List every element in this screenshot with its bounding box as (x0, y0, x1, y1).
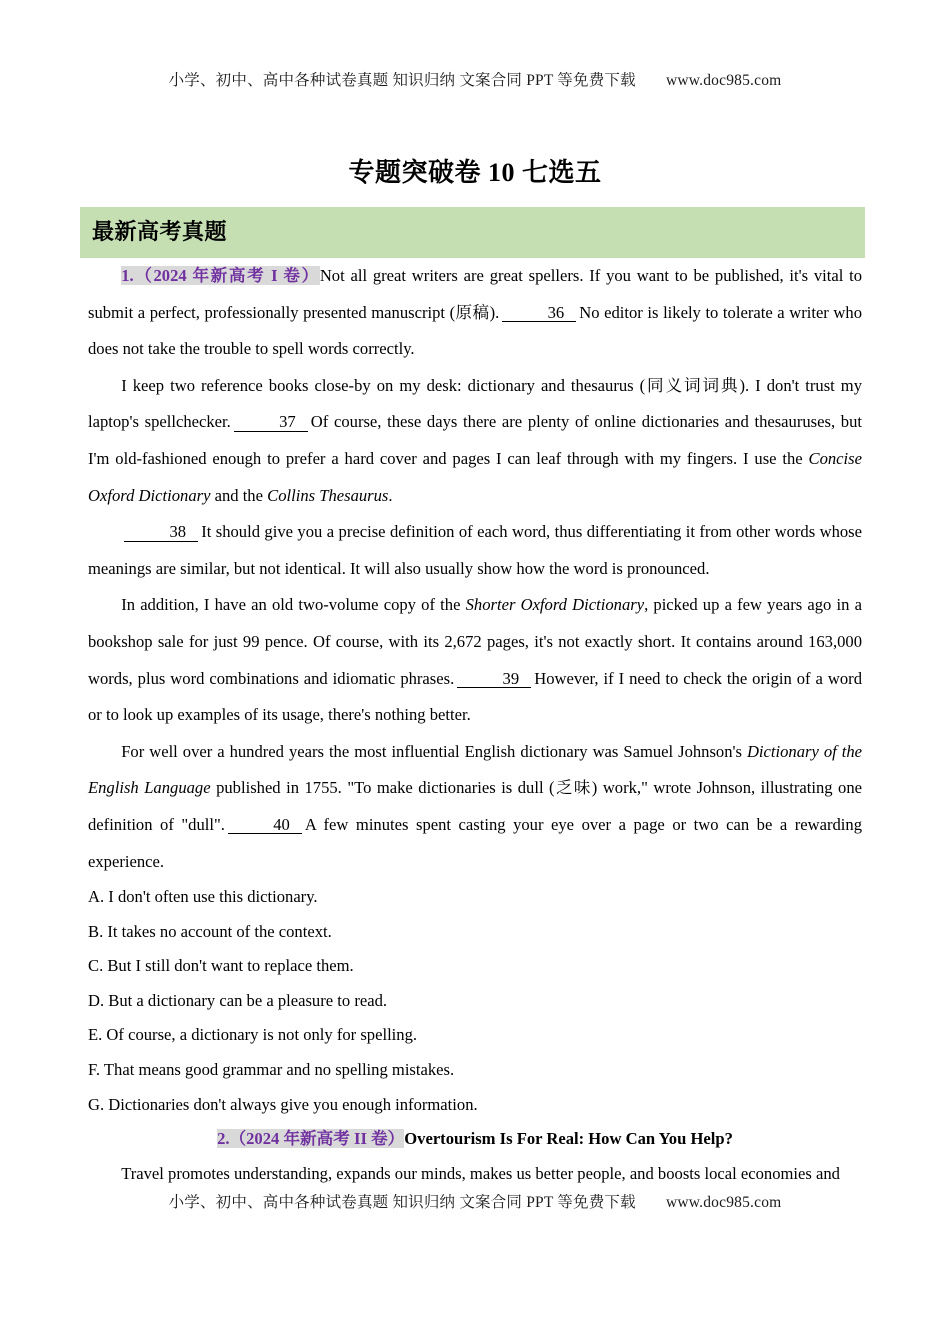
question1-body (88, 258, 862, 880)
paragraph-1 (88, 258, 862, 368)
option-d[interactable]: D. But a dictionary can be a pleasure to read. (88, 990, 388, 1010)
paragraph-5-text-a: For well over a hundred years the most influential English dictionary was Samuel Johnson's (121, 741, 742, 761)
paragraph-5-text-b: published in 1755. "To make dictionaries is dull (乏味) work," wrote Johnson, illustrating one definition of "dull". (88, 778, 862, 834)
running-footer-url: www.doc985.com (665, 1194, 782, 1211)
question2-heading (88, 1122, 862, 1156)
paragraph-2 (88, 368, 862, 514)
option-b[interactable]: B. It takes no account of the context. (88, 921, 332, 941)
book-title-johnsons-dictionary: Dictionary of the English Language (88, 741, 862, 798)
paragraph-2-text-b: Of course, these days there are plenty of online dictionaries and thesauruses, but I'm old-fashioned enough to prefer a hard cover and pages I can leaf through with my fingers. I use the (88, 412, 862, 468)
running-header-chinese: 小学、初中、高中各种试卷真题 知识归纳 文案合同 PPT 等免费下载 (168, 72, 636, 89)
section-banner (80, 207, 865, 258)
running-footer (0, 1190, 950, 1212)
running-header (0, 68, 950, 90)
paragraph-5-text-c: A few minutes spent casting your eye over a page or two can be a rewarding experience. (88, 814, 862, 871)
paragraph-2-text-a: I keep two reference books close-by on my desk: dictionary and thesaurus (同义词词典). I don't trust my laptop's spellchecker. (88, 375, 862, 432)
paragraph-4-text-c: However, if I need to check the origin of a word or to look up examples of its usage, there's nothing better. (88, 668, 862, 725)
option-g[interactable]: G. Dictionaries don't always give you enough information. (88, 1094, 478, 1114)
paragraph-1-text-a: Not all great writers are great spellers. If you want to be published, it's vital to submit a perfect, professionally presented manuscript (原稿). (88, 266, 862, 322)
question2-title: Overtourism Is For Real: How Can You Help? (404, 1129, 733, 1148)
book-title-shorter-oxford: Shorter Oxford Dictionary (465, 595, 645, 615)
paragraph-2-text-c: and the (214, 485, 263, 505)
paragraph-5 (88, 734, 862, 880)
option-a[interactable]: A. I don't often use this dictionary. (88, 887, 318, 906)
running-footer-chinese: 小学、初中、高中各种试卷真题 知识归纳 文案合同 PPT 等免费下载 (168, 1194, 636, 1211)
paragraph-4 (88, 587, 862, 733)
blank-38[interactable]: 38 (124, 523, 198, 541)
question1-options (88, 880, 862, 1122)
question2-number: 2.（2024 年新高考 II 卷） (217, 1129, 405, 1148)
running-header-url: www.doc985.com (665, 72, 782, 89)
blank-39[interactable]: 39 (457, 670, 531, 688)
paragraph-4-text-b: , picked up a few years ago in a bookshop sale for just 99 pence. Of course, with its 2,672 pages, it's not exactly short. It contains around 163,000 words, plus word combinations and idiomatic phrases. (88, 595, 862, 688)
option-e[interactable]: E. Of course, a dictionary is not only for spelling. (88, 1025, 418, 1045)
blank-37[interactable]: 37 (234, 413, 308, 431)
option-f[interactable]: F. That means good grammar and no spelling mistakes. (88, 1059, 455, 1079)
paragraph-3-text-a: It should give you a precise definition of each word, thus differentiating it from other words whose meanings are similar, but not identical. It will also usually show how the word is pronounced. (88, 522, 862, 578)
blank-36[interactable]: 36 (502, 304, 576, 322)
section-banner-label: 最新高考真题 (92, 219, 228, 244)
blank-40[interactable]: 40 (228, 816, 302, 834)
book-title-concise-oxford: Concise Oxford Dictionary (88, 448, 862, 505)
question2-paragraph-1: Travel promotes understanding, expands our minds, makes us better people, and boosts local economies and (121, 1164, 840, 1183)
paragraph-4-text-a: In addition, I have an old two-volume copy of the (121, 595, 461, 615)
paragraph-3 (88, 514, 862, 587)
page-title: 专题突破卷 10 七选五 (348, 158, 602, 187)
question1-number: 1.（2024 年新高考 I 卷） (121, 266, 320, 285)
option-c[interactable]: C. But I still don't want to replace them. (88, 956, 354, 976)
paragraph-2-text-d: . (388, 485, 393, 505)
book-title-collins-thesaurus: Collins Thesaurus (267, 485, 389, 505)
question2-block (88, 1122, 862, 1192)
paragraph-1-text-b: No editor is likely to tolerate a writer who does not take the trouble to spell words correctly. (88, 302, 862, 359)
